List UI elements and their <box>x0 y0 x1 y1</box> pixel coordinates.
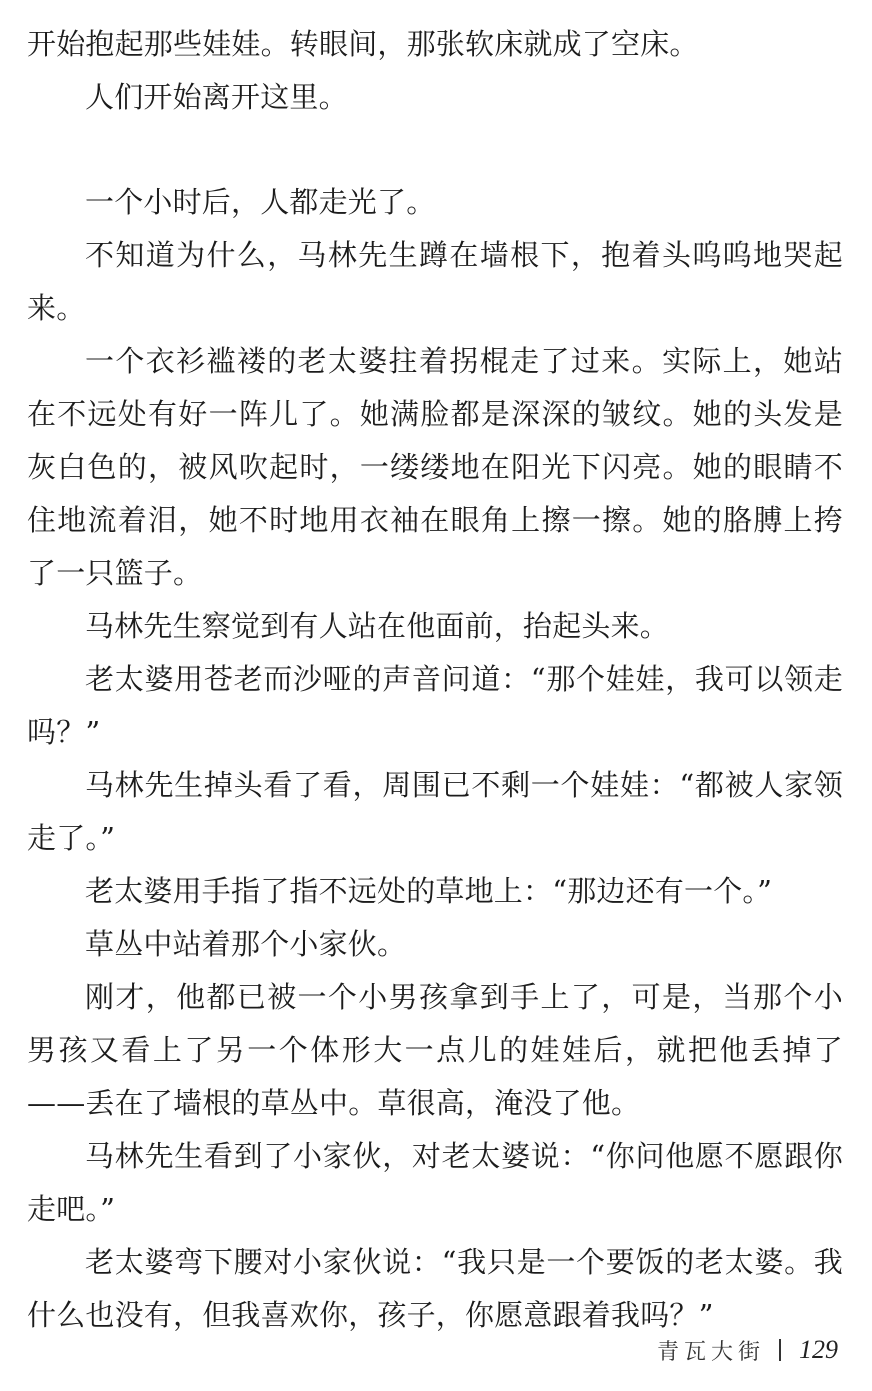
paragraph: 马林先生掉头看了看，周围已不剩一个娃娃：“都被人家领走了。” <box>27 768 843 855</box>
page-footer <box>657 1330 838 1370</box>
paragraph: 老太婆用苍老而沙哑的声音问道：“那个娃娃，我可以领走吗？” <box>27 662 843 749</box>
footer-divider <box>779 1339 781 1361</box>
paragraph: 老太婆用手指了指不远处的草地上：“那边还有一个。” <box>85 874 773 908</box>
paragraph: 一个衣衫褴褛的老太婆拄着拐棍走了过来。实际上，她站在不远处有好一阵儿了。她满脸都是深深的皱纹。她的头发是灰白色的，被风吹起时，一缕缕地在阳光下闪亮。她的眼睛不住地流着泪，她不时地用衣袖在眼角上擦一擦。她的胳膊上挎了一只篮子。 <box>27 344 843 590</box>
paragraph: 老太婆弯下腰对小家伙说：“我只是一个要饭的老太婆。我什么也没有，但我喜欢你，孩子，你愿意跟着我吗？” <box>27 1245 843 1332</box>
paragraph: 不知道为什么，马林先生蹲在墙根下，抱着头呜呜地哭起来。 <box>27 238 843 325</box>
page-body <box>27 18 843 1342</box>
paragraph: 马林先生看到了小家伙，对老太婆说：“你问他愿不愿跟你走吧。” <box>27 1139 843 1226</box>
paragraph: 人们开始离开这里。 <box>85 80 348 114</box>
paragraph: 一个小时后，人都走光了。 <box>85 185 436 219</box>
paragraph: 刚才，他都已被一个小男孩拿到手上了，可是，当那个小男孩又看上了另一个体形大一点儿的娃娃后，就把他丢掉了——丢在了墙根的草丛中。草很高，淹没了他。 <box>27 980 843 1120</box>
running-title: 青瓦大街 <box>656 1339 765 1365</box>
paragraph: 马林先生察觉到有人站在他面前，抬起头来。 <box>85 609 670 643</box>
page-number: 129 <box>799 1335 838 1364</box>
paragraph: 开始抱起那些娃娃。转眼间，那张软床就成了空床。 <box>27 27 699 61</box>
paragraph: 草丛中站着那个小家伙。 <box>85 927 407 961</box>
